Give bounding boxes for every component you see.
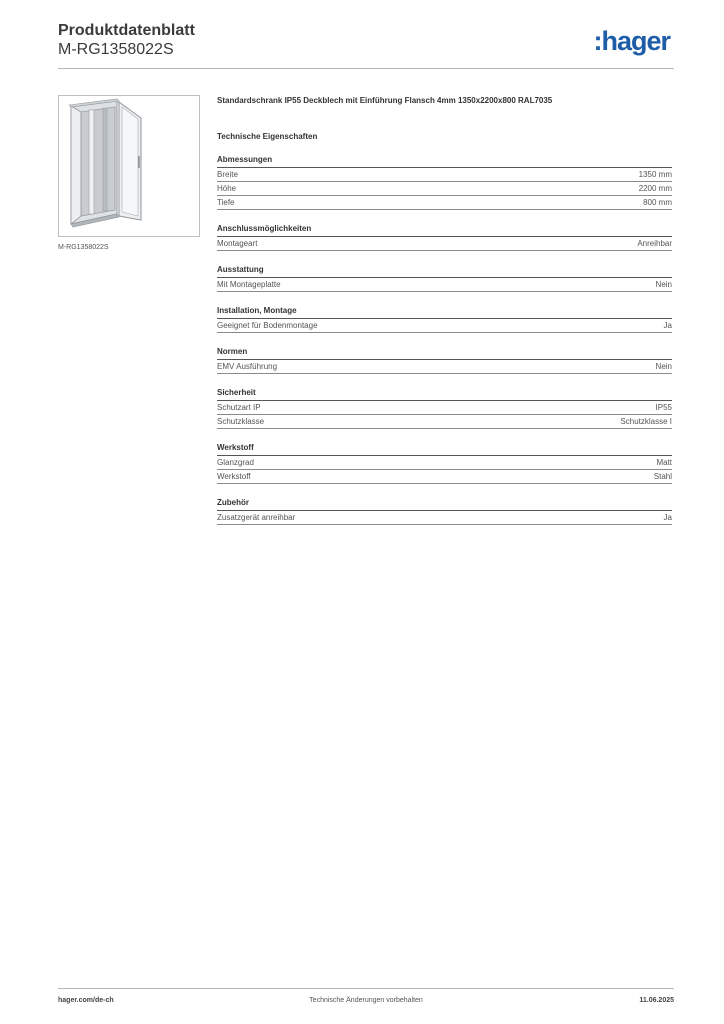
property-value: Nein [655,362,672,371]
property-label: EMV Ausführung [217,362,278,371]
property-row [217,456,672,470]
property-row [217,415,672,429]
page-header [58,22,674,59]
property-label: Breite [217,170,238,179]
property-section [217,305,672,333]
property-label: Mit Montageplatte [217,280,281,289]
footer-website: hager.com/de-ch [58,997,114,1004]
property-value: Ja [663,321,672,330]
product-details [217,95,672,525]
section-title: Werkstoff [217,442,672,456]
footer-divider [58,988,674,989]
property-value: Ja [663,513,672,522]
property-section [217,264,672,292]
section-title: Sicherheit [217,387,672,401]
property-row [217,319,672,333]
property-value: Schutzklasse I [620,417,672,426]
property-label: Schutzart IP [217,403,261,412]
product-image [58,95,200,237]
property-value: Nein [655,280,672,289]
property-row [217,360,672,374]
property-value: Matt [656,458,672,467]
section-title: Installation, Montage [217,305,672,319]
properties-list [217,154,672,525]
property-row [217,278,672,292]
property-value: Stahl [653,472,672,481]
cabinet-icon [59,96,199,236]
technical-properties-heading: Technische Eigenschaften [217,132,318,141]
property-value: 1350 mm [638,170,672,179]
section-title: Zubehör [217,497,672,511]
document-title: Produktdatenblatt [58,22,195,39]
property-row [217,470,672,484]
property-row [217,511,672,525]
property-section [217,442,672,484]
property-label: Höhe [217,184,237,193]
product-title: Standardschrank IP55 Deckblech mit Einführung Flansch 4mm 1350x2200x800 RAL7035 [217,96,553,105]
section-title: Normen [217,346,672,360]
property-value: Anreihbar [637,239,672,248]
property-row [217,196,672,210]
property-row [217,182,672,196]
property-section [217,497,672,525]
section-title: Abmessungen [217,154,672,168]
property-label: Geeignet für Bodenmontage [217,321,318,330]
property-value: 2200 mm [638,184,672,193]
property-section [217,387,672,429]
property-value: 800 mm [643,198,672,207]
property-label: Werkstoff [217,472,251,481]
property-section [217,346,672,374]
hager-logo: :hager [593,26,670,56]
section-title: Anschlussmöglichkeiten [217,223,672,237]
product-code: M-RG1358022S [58,41,174,58]
property-label: Schutzklasse [217,417,265,426]
property-row [217,401,672,415]
image-caption: M-RG1358022S [58,244,109,251]
property-label: Montageart [217,239,258,248]
footer-date: 11.06.2025 [639,997,674,1004]
property-label: Tiefe [217,198,235,207]
section-title: Ausstattung [217,264,672,278]
footer-notice: Technische Änderungen vorbehalten [309,997,423,1004]
property-row [217,168,672,182]
property-section [217,223,672,251]
property-label: Glanzgrad [217,458,254,467]
property-row [217,237,672,251]
property-value: IP55 [655,403,672,412]
property-label: Zusatzgerät anreihbar [217,513,296,522]
header-divider [58,68,674,69]
property-section [217,154,672,210]
